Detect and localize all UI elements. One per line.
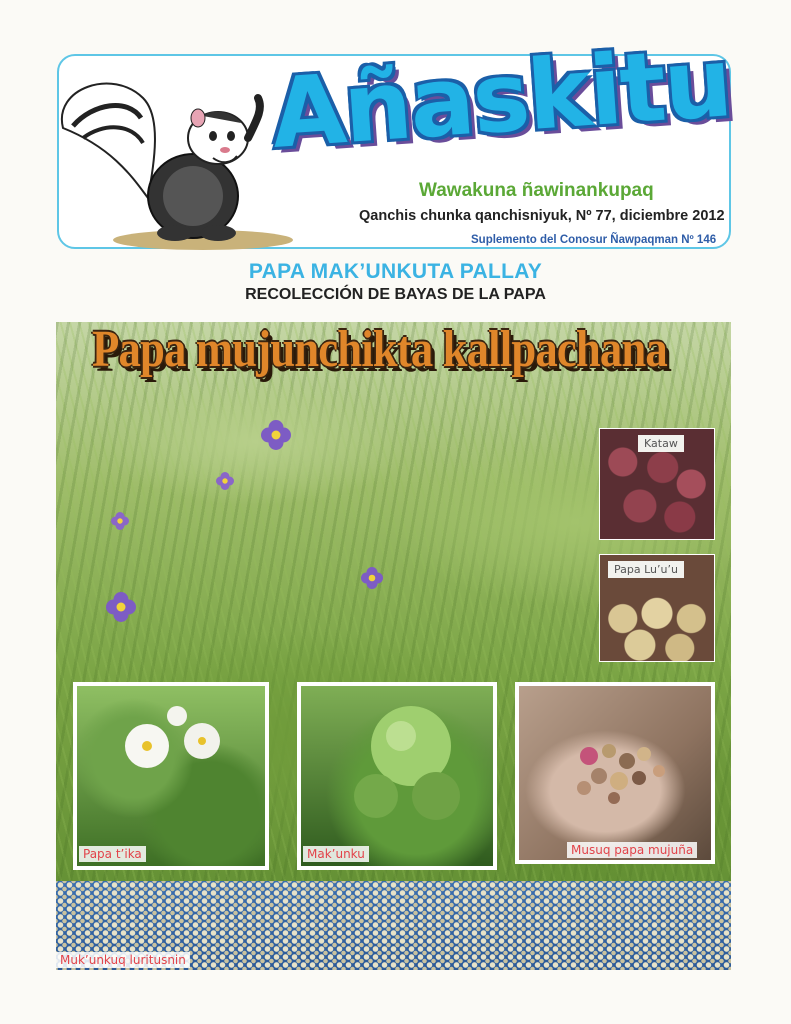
masthead [57,26,734,249]
skunk-mascot-illustration [53,68,303,253]
section-title: PAPA MAK’UNKUTA PALLAY [248,260,543,283]
true-potato-seeds-photo [56,881,731,970]
red-potatoes-photo [599,428,715,540]
caption-seeds: Muk’unkuq luritusnin [56,952,190,968]
magazine-title: Añaskitu [267,26,734,170]
photo-headline: Papa mujunchikta kallpachana [92,322,667,378]
white-potatoes-photo [599,554,715,662]
green-berry-icon [331,696,471,826]
purple-flower-icon [261,420,291,450]
potato-label-tag: Papa Lu’u’u [608,561,684,578]
seed-potatoes-hand-photo [515,682,715,864]
caption-flower: Papa t’ika [79,846,146,862]
purple-flower-icon [111,512,129,530]
small-potatoes-icon [559,726,679,816]
potato-label-tag: Kataw [638,435,684,452]
purple-flower-icon [216,472,234,490]
potato-flower-photo [73,682,269,870]
magazine-subtitle: Wawakuna ñawinankupaq [419,180,654,201]
issue-line: Qanchis chunka qanchisniyuk, Nº 77, diciembre 2012 [359,208,725,224]
purple-flower-icon [361,567,383,589]
caption-berry: Mak’unku [303,846,369,862]
section-subtitle: RECOLECCIÓN DE BAYAS DE LA PAPA [245,286,546,303]
white-flower-icon [117,706,227,786]
purple-flower-icon [106,592,136,622]
caption-seed-potatoes: Musuq papa mujuña [567,842,697,858]
potato-field-photo [56,322,731,970]
supplement-line: Suplemento del Conosur Ñawpaqman Nº 146 [471,234,717,246]
potato-berry-photo [297,682,497,870]
